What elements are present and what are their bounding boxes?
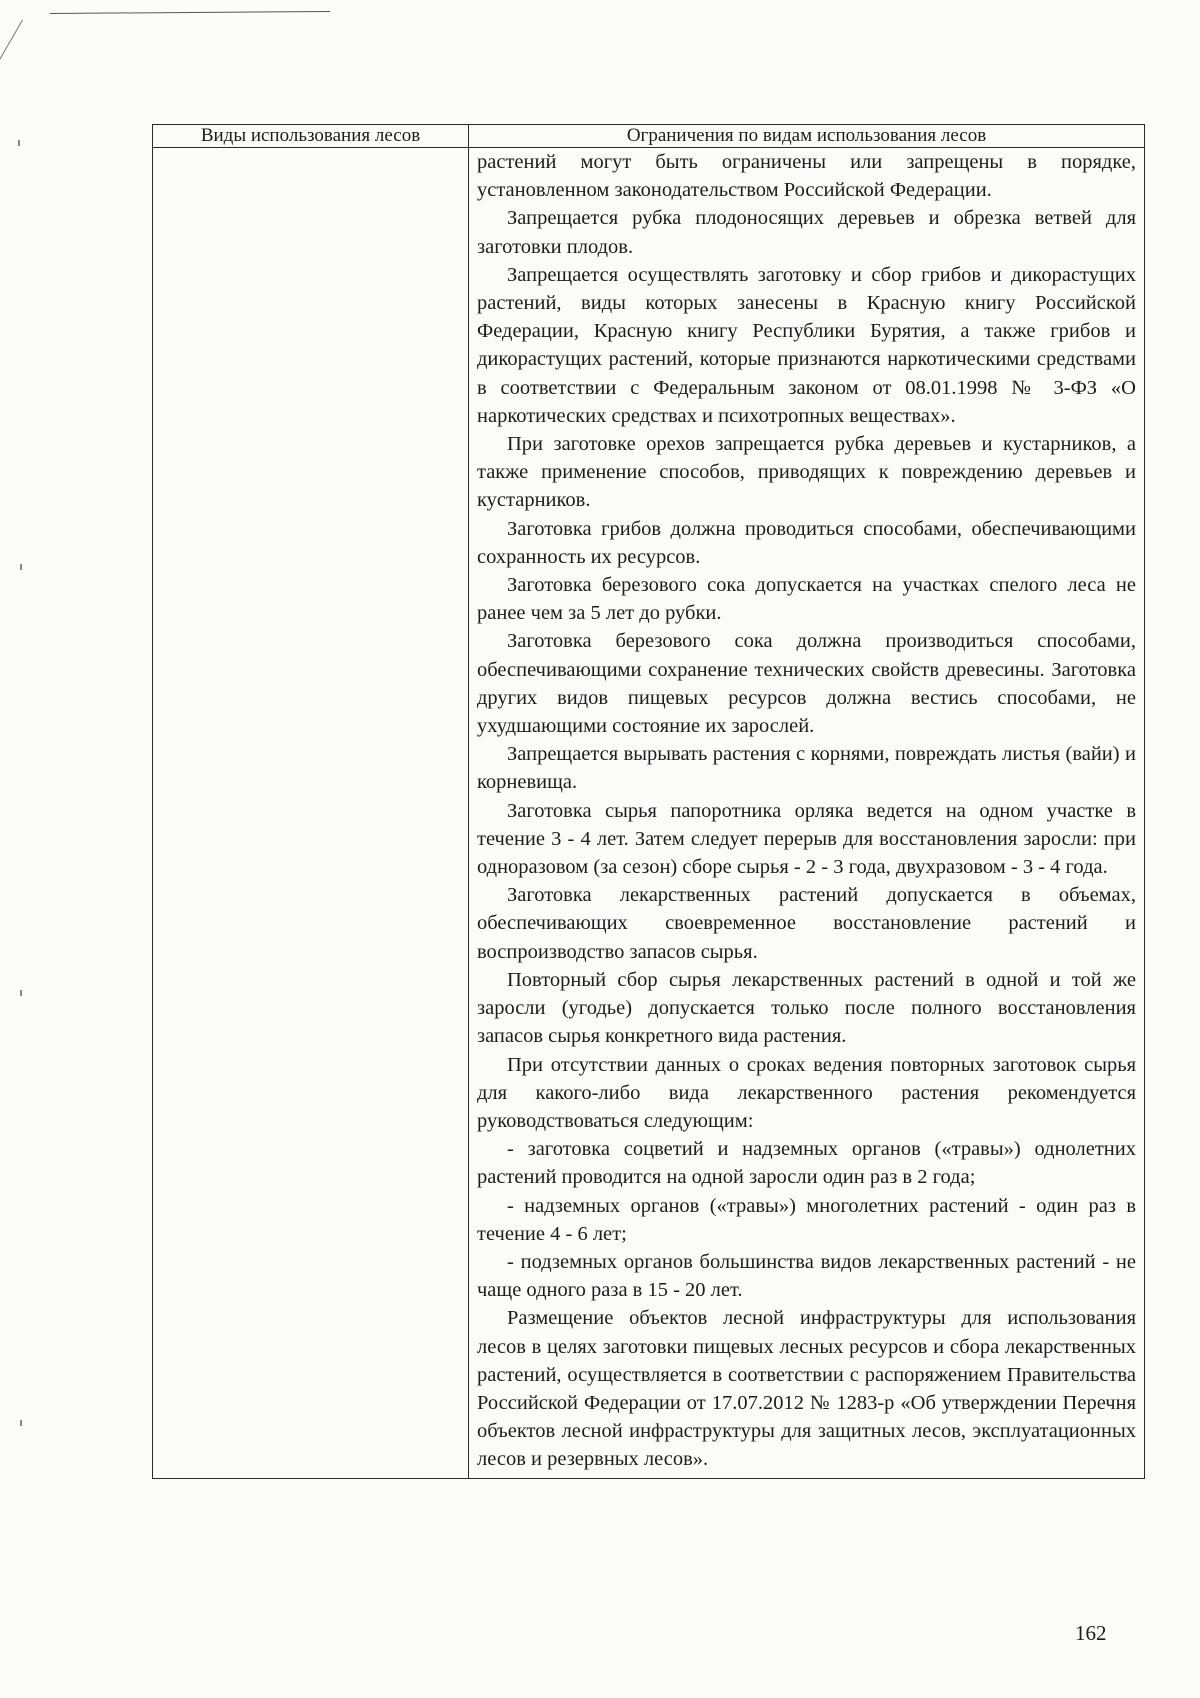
header-restrictions: Ограничения по видам использования лесов <box>469 125 1145 148</box>
paragraph: При заготовке орехов запрещается рубка деревьев и кустарников, а также применение способов, приводящих к повреждению деревьев и кустарников. <box>477 433 1136 512</box>
scan-speck <box>20 1420 22 1426</box>
scan-artifact-stroke <box>0 20 23 74</box>
scan-speck <box>20 990 22 996</box>
page-number: 162 <box>1075 1621 1107 1645</box>
paragraph: Повторный сбор сырья лекарственных растений в одной и той же заросли (угодье) допускается только после полного восстановления запасов сырья конкретного вида растения. <box>477 968 1136 1048</box>
paragraph: Заготовка грибов должна проводиться способами, обеспечивающими сохранность их ресурсов. <box>477 517 1136 568</box>
paragraph: Запрещается рубка плодоносящих деревьев и обрезка ветвей для заготовки плодов. <box>477 207 1136 258</box>
paragraph: Заготовка сырья папоротника орляка ведется на одном участке в течение 3 - 4 лет. Затем следует перерыв для восстановления заросли: при одноразовом (за сезон) сборе сырья - 2 - 3 года, двухразовом - 3 - 4 года. <box>477 799 1136 879</box>
list-item: - заготовка соцветий и надземных органов («травы») однолетних растений проводится на одной заросли один раз в 2 года; <box>477 1138 1136 1189</box>
restrictions-table <box>152 124 1145 1479</box>
scan-speck <box>18 140 20 146</box>
paragraph: Заготовка лекарственных растений допускается в объемах, обеспечивающих своевременное восстановление растений и воспроизводство запасов сырья. <box>477 884 1136 963</box>
restrictions-cell <box>469 148 1145 1479</box>
list-item: - надземных органов («травы») многолетних растений - один раз в течение 4 - 6 лет; <box>477 1194 1136 1245</box>
table-row <box>153 148 1145 1479</box>
paragraph: Запрещается вырывать растения с корнями, повреждать листья (вайи) и корневища. <box>477 743 1136 794</box>
paragraph: Заготовка березового сока должна производиться способами, обеспечивающими сохранение технических свойств древесины. Заготовка других видов пищевых ресурсов должна вестись способами, не ухудшающими состояние их зарослей. <box>477 630 1136 738</box>
header-forest-use-types: Виды использования лесов <box>153 125 469 148</box>
paragraph: Запрещается осуществлять заготовку и сбор грибов и дикорастущих растений, виды которых занесены в Красную книгу Российской Федерации, Красную книгу Республики Бурятия, а также грибов и дикорастущих растений, которые признаются наркотическими средствами в соответствии с Федеральным законом от 08.01.1998 № 3-ФЗ «О наркотических средствах и психотропных веществах». <box>477 263 1136 427</box>
paragraph: растений могут быть ограничены или запрещены в порядке, установленном законодательством Российской Федерации. <box>477 151 1136 202</box>
paragraph: Размещение объектов лесной инфраструктуры для использования лесов в целях заготовки пищевых лесных ресурсов и сбора лекарственных растений, осуществляется в соответствии с распоряжением Правительства Российской Федерации от 17.07.2012 № 1283-р «Об утверждении Перечня объектов лесной инфраструктуры для защитных лесов, эксплуатационных лесов и резервных лесов». <box>477 1307 1136 1471</box>
list-item: - подземных органов большинства видов лекарственных растений - не чаще одного раза в 15 - 20 лет. <box>477 1250 1136 1302</box>
scan-artifact-line <box>50 11 330 14</box>
table-header-row <box>153 125 1145 148</box>
paragraph: При отсутствии данных о сроках ведения повторных заготовок сырья для какого-либо вида лекарственного растения рекомендуется руководствоваться следующим: <box>477 1053 1136 1132</box>
paragraph: Заготовка березового сока допускается на участках спелого леса не ранее чем за 5 лет до рубки. <box>477 574 1136 625</box>
scan-speck <box>20 564 22 570</box>
forest-use-type-cell <box>153 148 469 1479</box>
